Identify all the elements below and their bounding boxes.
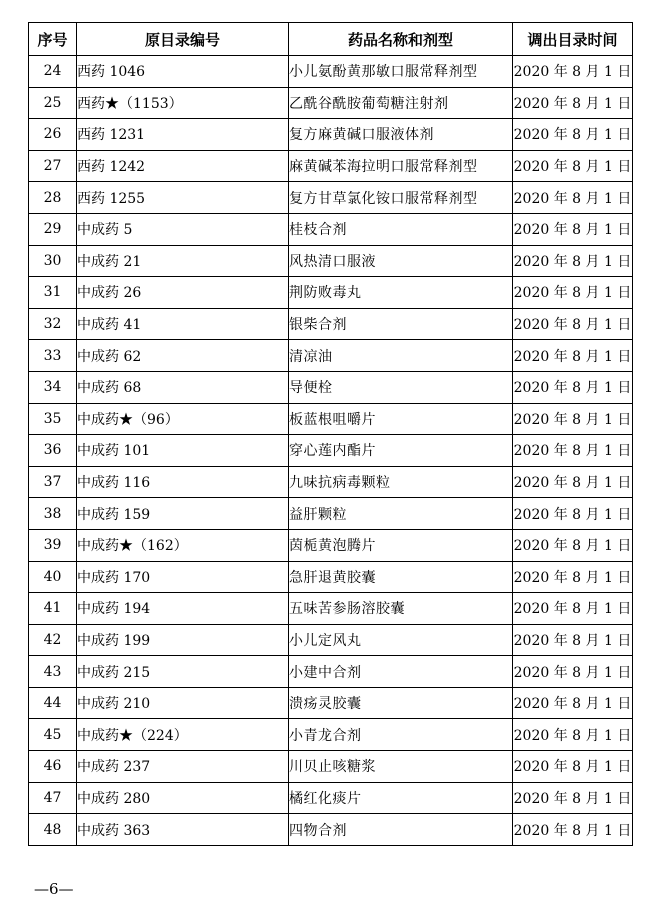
cell-drug-name: 复方甘草氯化铵口服常释剂型 <box>289 182 513 214</box>
cell-catalog-code: 中成药 237 <box>77 751 289 783</box>
cell-catalog-code: 中成药 41 <box>77 308 289 340</box>
table-row <box>29 435 633 467</box>
table-row <box>29 593 633 625</box>
cell-drug-name: 茵栀黄泡腾片 <box>289 529 513 561</box>
cell-removal-date: 2020 年 8 月 1 日 <box>513 245 633 277</box>
cell-serial-number: 34 <box>29 371 77 403</box>
cell-serial-number: 43 <box>29 656 77 688</box>
cell-serial-number: 37 <box>29 466 77 498</box>
cell-removal-date: 2020 年 8 月 1 日 <box>513 277 633 309</box>
cell-drug-name: 穿心莲内酯片 <box>289 435 513 467</box>
cell-drug-name: 四物合剂 <box>289 814 513 846</box>
cell-removal-date: 2020 年 8 月 1 日 <box>513 403 633 435</box>
header-drug-name-dosage-form: 药品名称和剂型 <box>289 23 513 56</box>
cell-removal-date: 2020 年 8 月 1 日 <box>513 719 633 751</box>
cell-serial-number: 45 <box>29 719 77 751</box>
cell-catalog-code: 中成药★（96） <box>77 403 289 435</box>
table-row <box>29 87 633 119</box>
cell-removal-date: 2020 年 8 月 1 日 <box>513 751 633 783</box>
cell-drug-name: 复方麻黄碱口服液体剂 <box>289 119 513 151</box>
cell-serial-number: 29 <box>29 213 77 245</box>
cell-removal-date: 2020 年 8 月 1 日 <box>513 371 633 403</box>
table-row <box>29 403 633 435</box>
cell-removal-date: 2020 年 8 月 1 日 <box>513 308 633 340</box>
cell-catalog-code: 中成药 363 <box>77 814 289 846</box>
cell-serial-number: 33 <box>29 340 77 372</box>
cell-removal-date: 2020 年 8 月 1 日 <box>513 498 633 530</box>
cell-catalog-code: 中成药 194 <box>77 593 289 625</box>
table-row <box>29 624 633 656</box>
cell-serial-number: 32 <box>29 308 77 340</box>
cell-drug-name: 九味抗病毒颗粒 <box>289 466 513 498</box>
cell-catalog-code: 中成药 26 <box>77 277 289 309</box>
table-row <box>29 782 633 814</box>
table-row <box>29 277 633 309</box>
cell-serial-number: 39 <box>29 529 77 561</box>
cell-drug-name: 溃疡灵胶囊 <box>289 687 513 719</box>
cell-serial-number: 27 <box>29 150 77 182</box>
cell-catalog-code: 中成药 62 <box>77 340 289 372</box>
header-removal-date: 调出目录时间 <box>513 23 633 56</box>
table-row <box>29 529 633 561</box>
cell-removal-date: 2020 年 8 月 1 日 <box>513 466 633 498</box>
cell-drug-name: 急肝退黄胶囊 <box>289 561 513 593</box>
cell-catalog-code: 中成药 101 <box>77 435 289 467</box>
cell-catalog-code: 中成药★（162） <box>77 529 289 561</box>
cell-catalog-code: 中成药 5 <box>77 213 289 245</box>
table-row <box>29 814 633 846</box>
cell-catalog-code: 中成药 170 <box>77 561 289 593</box>
cell-drug-name: 小儿定风丸 <box>289 624 513 656</box>
cell-catalog-code: 中成药 68 <box>77 371 289 403</box>
cell-catalog-code: 中成药 199 <box>77 624 289 656</box>
cell-catalog-code: 西药★（1153） <box>77 87 289 119</box>
table-row <box>29 719 633 751</box>
cell-removal-date: 2020 年 8 月 1 日 <box>513 87 633 119</box>
table-row <box>29 466 633 498</box>
cell-removal-date: 2020 年 8 月 1 日 <box>513 782 633 814</box>
cell-catalog-code: 西药 1255 <box>77 182 289 214</box>
cell-removal-date: 2020 年 8 月 1 日 <box>513 687 633 719</box>
cell-removal-date: 2020 年 8 月 1 日 <box>513 624 633 656</box>
table-row <box>29 150 633 182</box>
cell-serial-number: 35 <box>29 403 77 435</box>
table-row <box>29 182 633 214</box>
cell-serial-number: 48 <box>29 814 77 846</box>
cell-removal-date: 2020 年 8 月 1 日 <box>513 435 633 467</box>
table-row <box>29 687 633 719</box>
cell-serial-number: 24 <box>29 56 77 88</box>
cell-drug-name: 荆防败毒丸 <box>289 277 513 309</box>
cell-drug-name: 桂枝合剂 <box>289 213 513 245</box>
table-row <box>29 340 633 372</box>
cell-serial-number: 41 <box>29 593 77 625</box>
cell-serial-number: 47 <box>29 782 77 814</box>
table-row <box>29 561 633 593</box>
cell-drug-name: 清凉油 <box>289 340 513 372</box>
cell-serial-number: 28 <box>29 182 77 214</box>
cell-drug-name: 五味苦参肠溶胶囊 <box>289 593 513 625</box>
table-row <box>29 498 633 530</box>
cell-removal-date: 2020 年 8 月 1 日 <box>513 529 633 561</box>
cell-removal-date: 2020 年 8 月 1 日 <box>513 182 633 214</box>
header-serial-number: 序号 <box>29 23 77 56</box>
cell-catalog-code: 中成药 280 <box>77 782 289 814</box>
cell-serial-number: 42 <box>29 624 77 656</box>
cell-removal-date: 2020 年 8 月 1 日 <box>513 213 633 245</box>
cell-removal-date: 2020 年 8 月 1 日 <box>513 56 633 88</box>
cell-drug-name: 导便栓 <box>289 371 513 403</box>
cell-drug-name: 板蓝根咀嚼片 <box>289 403 513 435</box>
cell-drug-name: 川贝止咳糖浆 <box>289 751 513 783</box>
cell-drug-name: 益肝颗粒 <box>289 498 513 530</box>
cell-serial-number: 40 <box>29 561 77 593</box>
cell-catalog-code: 中成药 21 <box>77 245 289 277</box>
table-row <box>29 371 633 403</box>
cell-catalog-code: 中成药 215 <box>77 656 289 688</box>
cell-drug-name: 小儿氨酚黄那敏口服常释剂型 <box>289 56 513 88</box>
cell-serial-number: 26 <box>29 119 77 151</box>
table-row <box>29 656 633 688</box>
cell-removal-date: 2020 年 8 月 1 日 <box>513 119 633 151</box>
cell-catalog-code: 西药 1242 <box>77 150 289 182</box>
cell-drug-name: 橘红化痰片 <box>289 782 513 814</box>
cell-drug-name: 小青龙合剂 <box>289 719 513 751</box>
header-original-catalog-code: 原目录编号 <box>77 23 289 56</box>
cell-serial-number: 30 <box>29 245 77 277</box>
cell-catalog-code: 中成药 210 <box>77 687 289 719</box>
cell-drug-name: 银柴合剂 <box>289 308 513 340</box>
cell-catalog-code: 中成药 116 <box>77 466 289 498</box>
cell-drug-name: 麻黄碱苯海拉明口服常释剂型 <box>289 150 513 182</box>
table-header-row <box>29 23 633 56</box>
table-row <box>29 751 633 783</box>
table-body <box>29 56 633 846</box>
cell-catalog-code: 西药 1046 <box>77 56 289 88</box>
cell-drug-name: 乙酰谷酰胺葡萄糖注射剂 <box>289 87 513 119</box>
cell-serial-number: 38 <box>29 498 77 530</box>
table-row <box>29 245 633 277</box>
table-row <box>29 119 633 151</box>
table-row <box>29 308 633 340</box>
cell-removal-date: 2020 年 8 月 1 日 <box>513 656 633 688</box>
cell-serial-number: 44 <box>29 687 77 719</box>
page-number: —6— <box>34 880 74 898</box>
cell-catalog-code: 西药 1231 <box>77 119 289 151</box>
cell-catalog-code: 中成药 159 <box>77 498 289 530</box>
cell-removal-date: 2020 年 8 月 1 日 <box>513 150 633 182</box>
cell-serial-number: 46 <box>29 751 77 783</box>
cell-removal-date: 2020 年 8 月 1 日 <box>513 561 633 593</box>
table-row <box>29 213 633 245</box>
cell-serial-number: 25 <box>29 87 77 119</box>
cell-drug-name: 小建中合剂 <box>289 656 513 688</box>
drug-removal-table <box>28 22 633 846</box>
cell-serial-number: 36 <box>29 435 77 467</box>
cell-serial-number: 31 <box>29 277 77 309</box>
cell-catalog-code: 中成药★（224） <box>77 719 289 751</box>
cell-removal-date: 2020 年 8 月 1 日 <box>513 814 633 846</box>
cell-removal-date: 2020 年 8 月 1 日 <box>513 340 633 372</box>
table-row <box>29 56 633 88</box>
cell-drug-name: 风热清口服液 <box>289 245 513 277</box>
cell-removal-date: 2020 年 8 月 1 日 <box>513 593 633 625</box>
